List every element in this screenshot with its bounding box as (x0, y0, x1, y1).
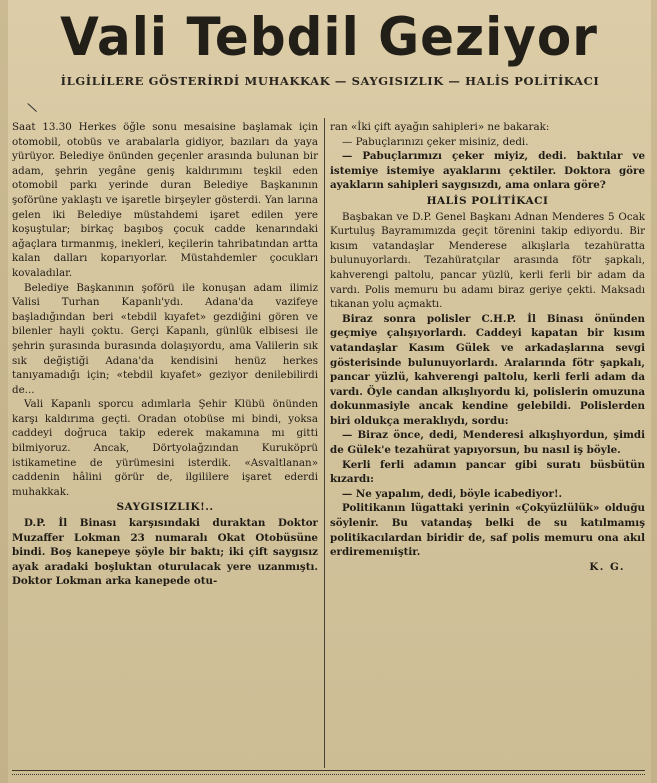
headline: Vali Tebdil Geziyor (60, 6, 598, 68)
paragraph-12: — Ne yapalım, dedi, böyle icabediyor!. (342, 487, 563, 500)
right-column (330, 120, 645, 770)
paragraph-3: Vali Kapanlı sporcu adımlarla Şehir Klübü önünden karşı kaldırıma geçti. Oradan otobüse mi bindi, yoksa caddeyi doğruca takip ederek makamına mı gitti bilmiyoruz. Ancak, Dörtyolağzından Kuruköprü istikametine de yürümesini isterdik. «Asvaltlanan» caddenin hâlini görür de, ilgililere işaret ederdi muhakkak. (12, 398, 318, 498)
column-divider (324, 118, 325, 768)
paragraph-6: — Pabuçlarınızı çeker misiniz, dedi. (342, 135, 529, 148)
paragraph-9: Biraz sonra polisler C.H.P. İl Binası önünden geçmiye çalışıyorlardı. Caddeyi kapatan bir kısım vatandaşlar Kasım Gülek ve arkadaşlarına sevgi gösterisinde bulunuyorlardı. Aralarında fötr şapkalı, pancar yüzlü, kahverengi paltolu, kerli ferli adam da vardı. Öyle candan alkışlıyordu ki, polislerin omuzuna dokunmasiyle ancak kendine gelebildi. Polislerden biri oldukça meraklıydı, sordu: (330, 312, 645, 427)
signature: K. G. (589, 560, 625, 573)
paragraph-7: — Pabuçlarımızı çeker miyiz, dedi. baktılar ve istemiye istemiye ayaklarını çektiler. Doktora göre ayakların sahipleri saygısızdı, ama onlara göre? (330, 150, 645, 192)
page-edge-right (651, 0, 657, 783)
section-heading-saygisizlik: SAYGISIZLIK!.. (116, 501, 214, 514)
section-heading-halis-politikaci: HALİS POLİTİKACI (426, 194, 549, 207)
paragraph-2: Belediye Başkanının şoförü ile konuşan adam ilimiz Valisi Turhan Kapanlı'ydı. Adana'da vazifeye başladığından beri «tebdil kıyafet» gezdiğini gören ve bilenler hayli çoktu. Gerçi Kapanlı, günlük elbisesi ile şehrin şurasında burasında dolaşıyordu, ama Valilerin sık sık değiştiği Adana'da kendisini henüz herkes tanıyamadığı için; «tebdil kıyafet» geziyor denilebilirdi de... (12, 281, 318, 396)
paragraph-8: Başbakan ve D.P. Genel Başkanı Adnan Menderes 5 Ocak Kurtuluş Bayramımızda geçit törenini takip ediyordu. Bir kısım vatandaşlar Menderese alkışlarla tezahüratta bulunuyorlardı. Tezahüratçılar arasında fötr şapkalı, kahverengi paltolu, pancar yüzlü, kerli ferli bir adam da vardı. Polis memuru bu adamı biraz geriye çekti. Maksadı tıkanan yolu açmaktı. (330, 210, 645, 311)
paragraph-5: ran «İki çift ayağın sahipleri» ne bakarak: (330, 121, 550, 133)
subheadline: İLGİLİLERE GÖSTERİRDİ MUHAKKAK — SAYGISIZLIK — HALİS POLİTİKACI (60, 74, 600, 88)
paragraph-10: — Biraz önce, dedi, Menderesi alkışlıyordun, şimdi de Gülek'e tezahürat yapıyorsun, bu nasıl iş böyle. (330, 429, 645, 457)
paragraph-11: Kerli ferli adamın pancar gibi suratı büsbütün kızardı: (330, 458, 645, 486)
left-column (12, 120, 318, 770)
paragraph-4: D.P. İl Binası karşısındaki duraktan Doktor Muzaffer Lokman 23 numaralı Okat Otobüsüne bindi. Boş kanepeye şöyle bir baktı; iki çift saygısız ayak aradaki boşluktan oturulacak yere uzanmıştı. Doktor Lokman arka kanepede otu- (12, 517, 318, 588)
footer-rule (12, 770, 645, 775)
paragraph-13: Politikanın lügattaki yerinin «Çokyüzlülük» olduğu söylenir. Bu vatandaş belki de su katılmamış politikacılardan biridir de, saf polis memuru ona akıl erdiremenıiştir. (330, 502, 645, 559)
ink-mark: \ (26, 99, 39, 117)
paragraph-1: Saat 13.30 Herkes öğle sonu mesaisine başlamak için otomobil, otobüs ve arabalarla gidiyor, bazıları da yaya yürüyor. Belediye önünden geçenler arasında bulunan bir adam, şehrin yegâne geniş kaldırımını teşkil eden otomobil parkı yerinde duran Belediye Başkanının şoförüne yaklaştı ve işaretle birşeyler gösterdi. Yan larına gelen iki Belediye müstahdemi işaret edilen yere koşuştular; birkaç başıboş çocuk cadde kenarındaki ağaçlara tırmanmış, inekleri, keçilerin tahribatından artta kalan dalları koparıyorlar. Müstahdemler çocukları kovaladılar. (12, 121, 318, 279)
page-edge-left (0, 0, 8, 783)
